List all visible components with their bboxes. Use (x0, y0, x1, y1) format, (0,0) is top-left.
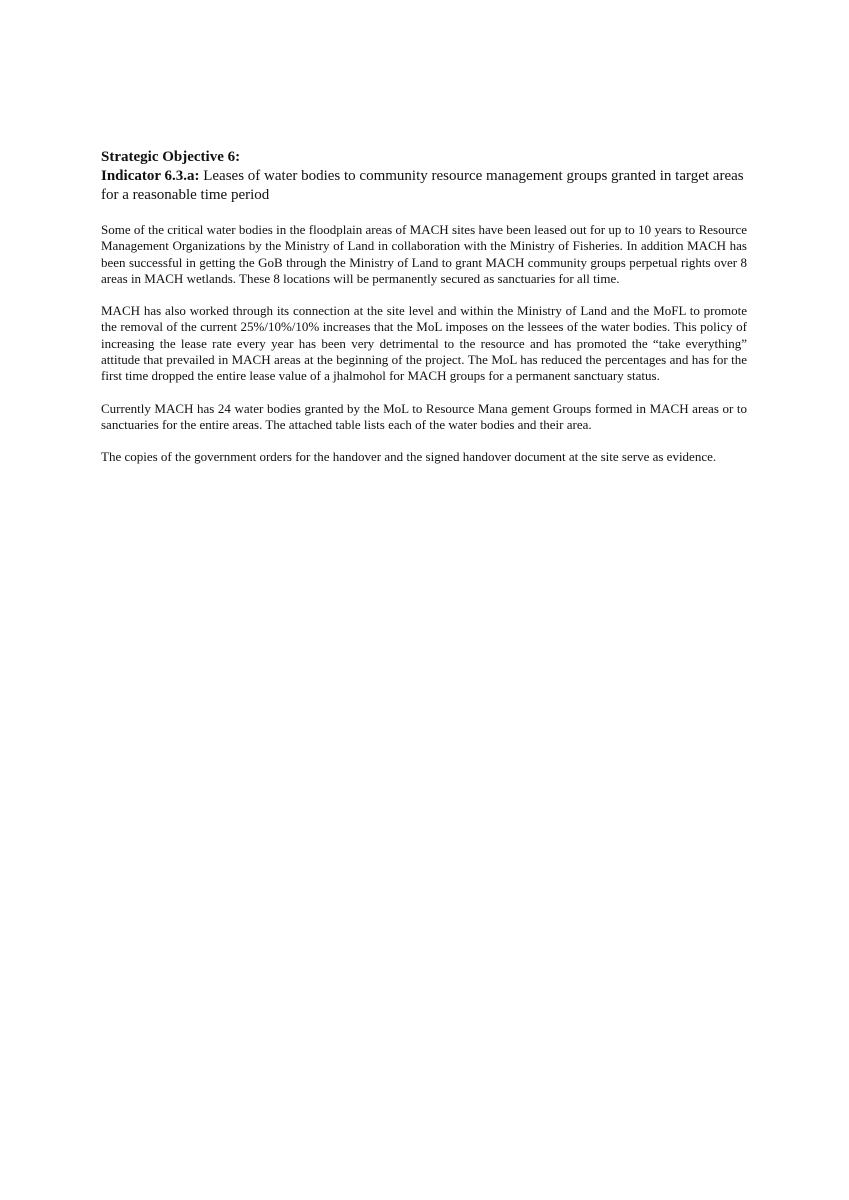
document-page (101, 148, 747, 482)
paragraph-lease-rate-policy: MACH has also worked through its connection at the site level and within the Ministry of Land and the MoFL to promote the removal of the current 25%/10%/10% increases that the MoL imposes on the lessees of the water bodies. This policy of increasing the lease rate every year has been very detrimental to the resource and has promoted the “take everything” attitude that prevailed in MACH areas at the beginning of the project. The MoL has reduced the percentages and has for the first time dropped the entire lease value of a jhalmohol for MACH groups for a permanent sanctuary status. (101, 303, 747, 384)
paragraph-evidence: The copies of the government orders for the handover and the signed handover document at the site serve as evidence. (101, 449, 717, 465)
indicator-heading (101, 167, 747, 205)
indicator-label: Indicator 6.3.a: (101, 168, 200, 184)
strategic-objective-heading: Strategic Objective 6: (101, 149, 241, 165)
paragraph-leases: Some of the critical water bodies in the floodplain areas of MACH sites have been leased out for up to 10 years to Resource Management Organizations by the Ministry of Land in collaboration with the Ministry of Fisheries. In addition MACH has been successful in getting the GoB through the Ministry of Land to grant MACH community groups perpetual rights over 8 areas in MACH wetlands. These 8 locations will be permanently secured as sanctuaries for all time. (101, 222, 747, 286)
indicator-text: Leases of water bodies to community resource management groups granted in target areas for a reasonable time period (101, 168, 744, 203)
paragraph-water-bodies-granted: Currently MACH has 24 water bodies granted by the MoL to Resource Mana gement Groups formed in MACH areas or to sanctuaries for the entire areas. The attached table lists each of the water bodies and their area. (101, 400, 747, 432)
